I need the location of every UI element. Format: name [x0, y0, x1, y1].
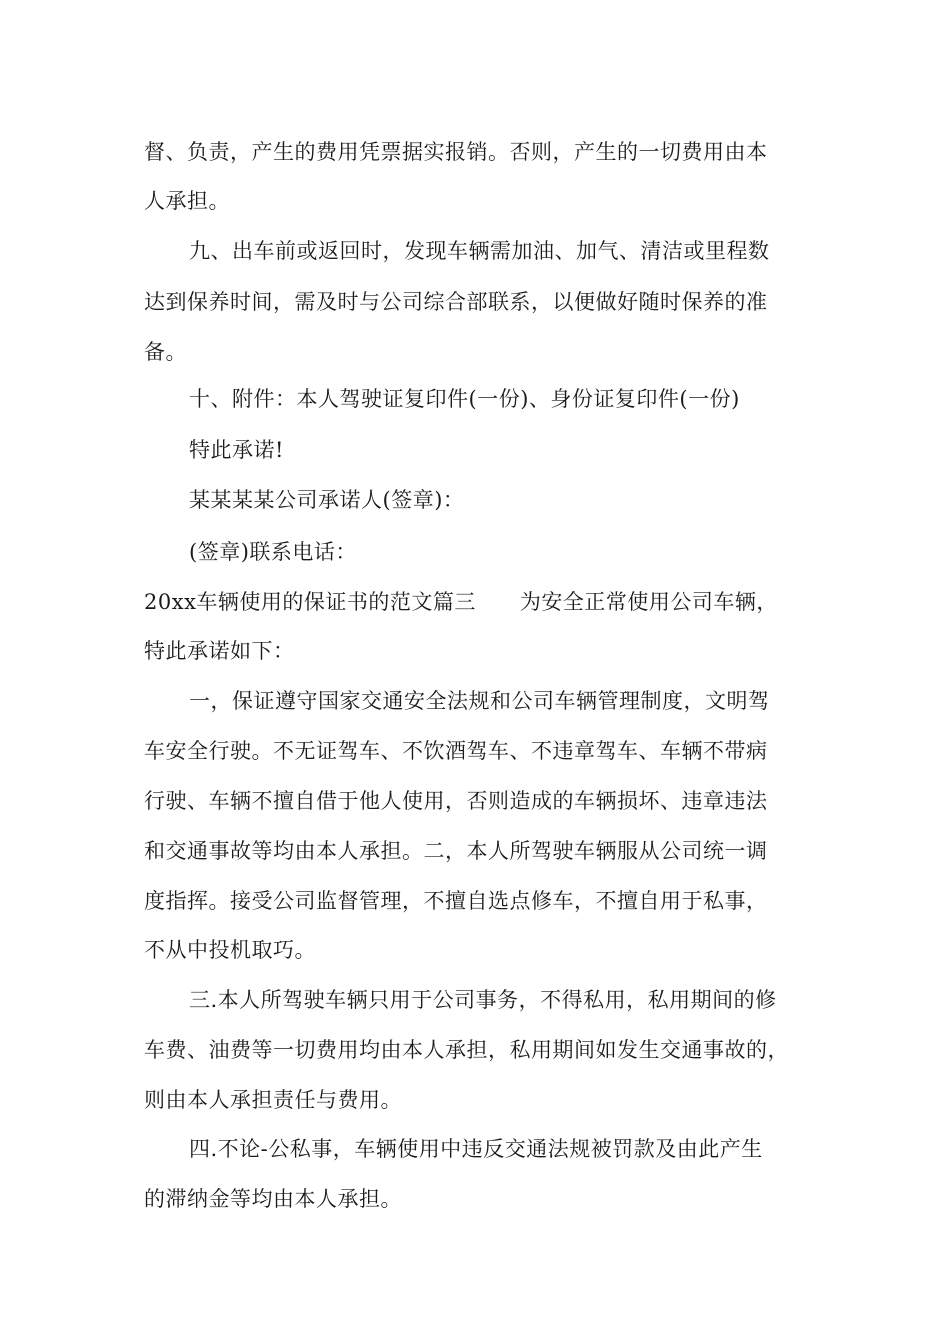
- text-line: 则由本人承担责任与费用。: [144, 1088, 402, 1112]
- text-line: 不从中投机取巧。: [144, 938, 316, 962]
- paragraph-nine: 九、出车前或返回时，发现车辆需加油、加气、清洁或里程数: [189, 239, 770, 263]
- text-line: 的滞纳金等均由本人承担。: [144, 1187, 402, 1211]
- text-line: 特此承诺如下：: [144, 639, 295, 663]
- paragraph-four: 四.不论-公私事，车辆使用中违反交通法规被罚款及由此产生: [189, 1137, 763, 1161]
- text-line: 备。: [144, 340, 187, 364]
- section-heading: [144, 587, 814, 617]
- contact-phone-line: (签章)联系电话：: [189, 540, 357, 564]
- paragraph-ten: 十、附件：本人驾驶证复印件(一份)、身份证复印件(一份): [189, 387, 740, 411]
- signature-line: 某某某某公司承诺人(签章)：: [189, 488, 465, 512]
- text-line: 度指挥。接受公司监督管理，不擅自选点修车，不擅自用于私事，: [144, 889, 768, 913]
- text-line: 行驶、车辆不擅自借于他人使用，否则造成的车辆损坏、违章违法: [144, 789, 768, 813]
- section-intro: 为安全正常使用公司车辆，: [519, 590, 778, 614]
- text-line: 车费、油费等一切费用均由本人承担，私用期间如发生交通事故的，: [144, 1038, 789, 1062]
- paragraph-one: 一，保证遵守国家交通安全法规和公司车辆管理制度，文明驾: [189, 689, 770, 713]
- text-line: 督、负责，产生的费用凭票据实报销。否则，产生的一切费用由本: [144, 140, 768, 164]
- text-line: 车安全行驶。不无证驾车、不饮酒驾车、不违章驾车、车辆不带病: [144, 739, 768, 763]
- text-line: 和交通事故等均由本人承担。二，本人所驾驶车辆服从公司统一调: [144, 839, 768, 863]
- text-line: 人承担。: [144, 189, 230, 213]
- text-line: 达到保养时间，需及时与公司综合部联系，以便做好随时保养的准: [144, 290, 768, 314]
- paragraph-three: 三.本人所驾驶车辆只用于公司事务，不得私用，私用期间的修: [189, 988, 777, 1012]
- closing-statement: 特此承诺!: [189, 438, 284, 462]
- section-title: 20xx车辆使用的保证书的范文篇三: [144, 590, 476, 614]
